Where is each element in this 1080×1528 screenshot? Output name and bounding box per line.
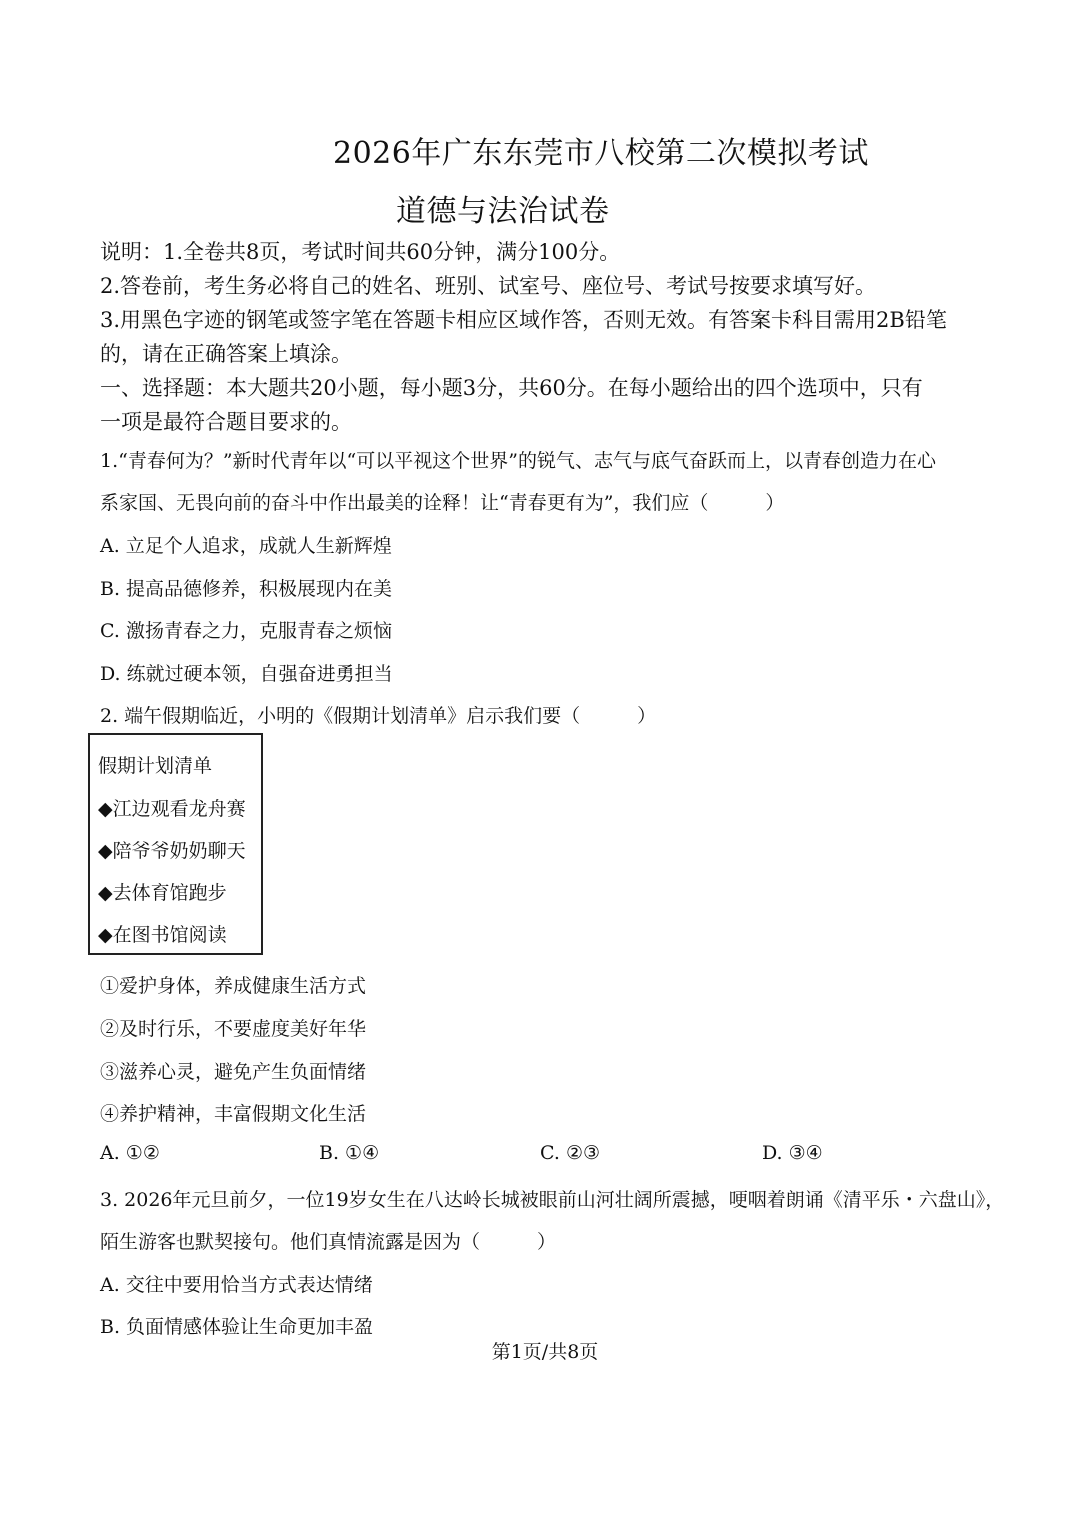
question-3-option-b: B. 负面情感体验让生命更加丰盈	[100, 1316, 374, 1338]
plan-item: ◆在图书馆阅读	[98, 924, 227, 946]
subject-title: 道德与法治试卷	[396, 194, 610, 229]
section-heading-cont: 一项是最符合题目要求的。	[100, 410, 352, 434]
exam-title: 2026年广东东莞市八校第二次模拟考试	[333, 136, 869, 171]
page-number: 第1页/共8页	[491, 1341, 599, 1363]
question-2-statement-4: ④养护精神，丰富假期文化生活	[100, 1103, 367, 1125]
question-3-stem-cont: 陌生游客也默契接句。他们真情流露是因为（ ）	[100, 1231, 557, 1253]
question-1-stem-cont: 系家国、无畏向前的奋斗中作出最美的诠释！让“青春更有为”，我们应（ ）	[100, 492, 785, 514]
question-1-option-d: D. 练就过硬本领，自强奋进勇担当	[100, 663, 393, 685]
question-2-choice-c: C. ②③	[540, 1142, 601, 1164]
question-2-statement-2: ②及时行乐，不要虚度美好年华	[100, 1018, 367, 1040]
plan-title: 假期计划清单	[98, 755, 213, 777]
plan-item: ◆江边观看龙舟赛	[98, 798, 246, 820]
question-3-stem: 3. 2026年元旦前夕，一位19岁女生在八达岭长城被眼前山河壮阔所震撼，哽咽着朗诵《清平乐・六盘山》，	[100, 1189, 1005, 1211]
plan-item: ◆陪爷爷奶奶聊天	[98, 840, 246, 862]
instruction-line-2: 2.答卷前，考生务必将自己的姓名、班别、试室号、座位号、考试号按要求填写好。	[100, 274, 877, 298]
instruction-line-1: 说明：1.全卷共8页，考试时间共60分钟，满分100分。	[100, 240, 621, 264]
question-1-option-a: A. 立足个人追求，成就人生新辉煌	[100, 535, 392, 557]
instruction-line-3-cont: 的，请在正确答案上填涂。	[100, 342, 352, 366]
question-1-option-c: C. 激扬青春之力，克服青春之烦恼	[100, 620, 392, 642]
question-2-choice-a: A. ①②	[100, 1142, 160, 1164]
question-1-stem: 1.“青春何为？”新时代青年以“可以平视这个世界”的锐气、志气与底气奋跃而上，以青春创造力在心	[100, 450, 936, 472]
question-2-choice-d: D. ③④	[762, 1142, 823, 1164]
question-2-choice-b: B. ①④	[319, 1142, 380, 1164]
question-2-statement-3: ③滋养心灵，避免产生负面情绪	[100, 1061, 367, 1083]
question-1-option-b: B. 提高品德修养，积极展现内在美	[100, 578, 393, 600]
instruction-line-3: 3.用黑色字迹的钢笔或签字笔在答题卡相应区域作答，否则无效。有答案卡科目需用2B铅笔	[100, 308, 947, 332]
question-2-stem: 2. 端午假期临近，小明的《假期计划清单》启示我们要（ ）	[100, 705, 657, 727]
question-2-statement-1: ①爱护身体，养成健康生活方式	[100, 975, 367, 997]
section-heading: 一、选择题：本大题共20小题，每小题3分，共60分。在每小题给出的四个选项中，只有	[100, 376, 923, 400]
question-3-option-a: A. 交往中要用恰当方式表达情绪	[100, 1274, 373, 1296]
plan-item: ◆去体育馆跑步	[98, 882, 227, 904]
